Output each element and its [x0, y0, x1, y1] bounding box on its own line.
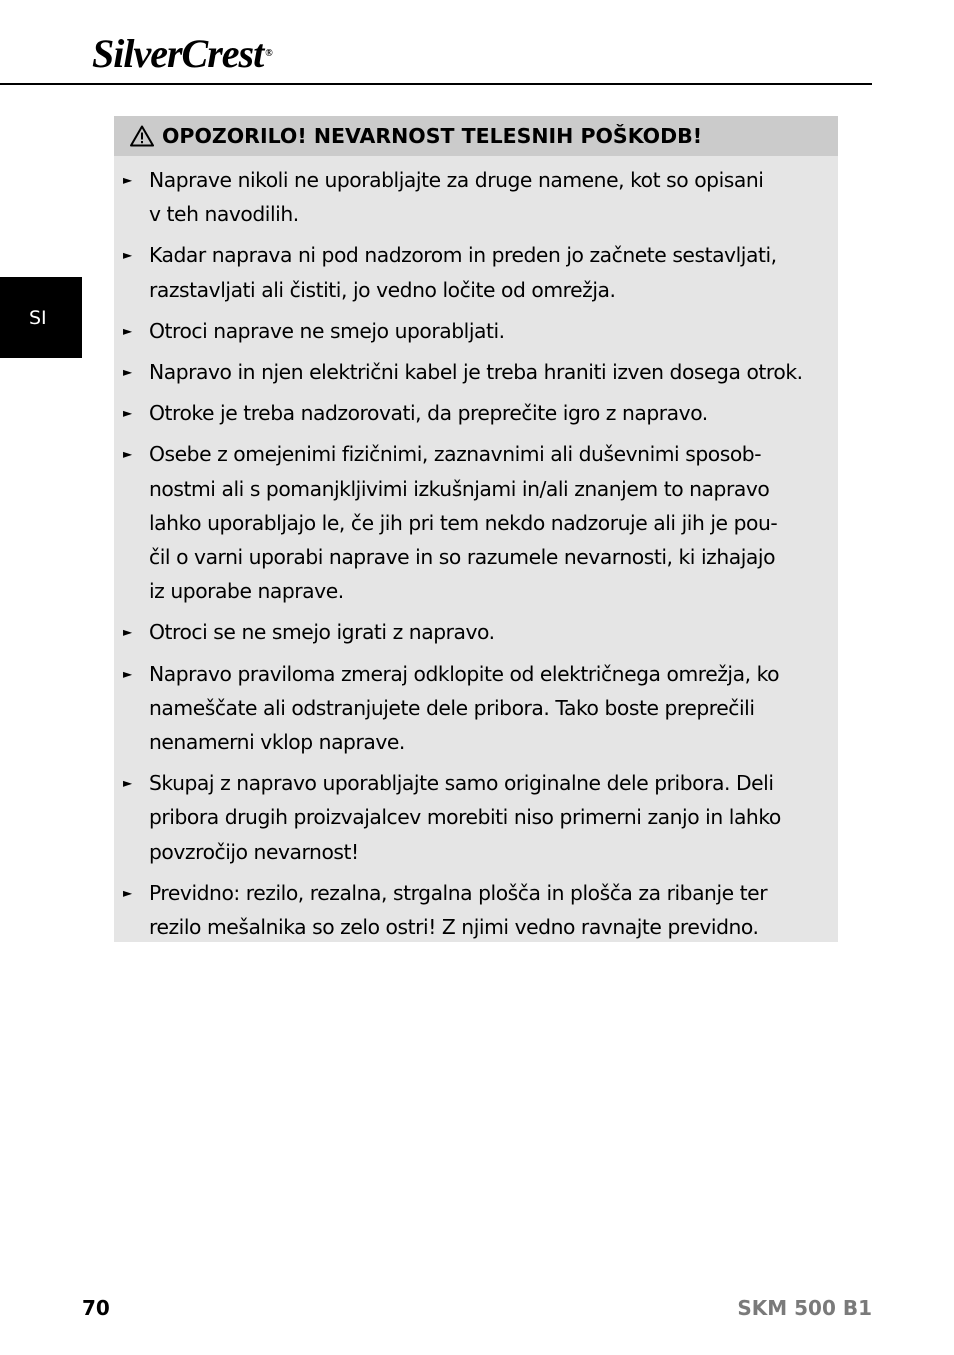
language-tab-label: SI [29, 306, 47, 329]
warning-item-text [149, 615, 831, 649]
triangle-right-icon: ► [123, 248, 133, 263]
warning-item-text [149, 437, 831, 608]
language-tab [0, 277, 82, 358]
warning-item [114, 657, 838, 760]
warning-item-line: nostmi ali s pomanjkljivimi izkušnjami in/ali znanjem to napravo [149, 476, 770, 501]
warning-item [114, 766, 838, 869]
warning-item-line: Osebe z omejenimi fizičnimi, zaznavnimi ali duševnimi sposob- [149, 442, 762, 467]
warning-item [114, 876, 838, 944]
page-number: 70 [82, 1296, 110, 1320]
warning-item [114, 355, 838, 389]
warning-item-line: Skupaj z napravo uporabljajte samo originalne dele pribora. Deli [149, 771, 774, 796]
warning-item-line: Otroci naprave ne smejo uporabljati. [149, 318, 505, 343]
warning-item-text [149, 314, 831, 348]
warning-item-line: povzročijo nevarnost! [149, 839, 359, 864]
warning-item-line: Kadar naprava ni pod nadzorom in preden jo začnete sestavljati, [149, 243, 777, 268]
brand-name: SilverCrest [92, 31, 264, 76]
triangle-right-icon: ► [123, 666, 133, 681]
warning-item-line: nameščate ali odstranjujete dele pribora. Tako boste preprečili [149, 695, 755, 720]
warning-item-line: čil o varni uporabi naprave in so razumele nevarnosti, ki izhajajo [149, 545, 776, 570]
header-rule [0, 83, 872, 85]
triangle-right-icon: ► [123, 447, 133, 462]
warning-list [114, 156, 838, 944]
warning-item-line: rezilo mešalnika so zelo ostri! Z njimi vedno ravnajte previdno. [149, 915, 759, 940]
warning-item-line: iz uporabe naprave. [149, 579, 344, 604]
warning-item-text [149, 238, 831, 306]
warning-item-line: Otroci se ne smejo igrati z napravo. [149, 620, 495, 645]
triangle-right-icon: ► [123, 323, 133, 338]
warning-item [114, 163, 838, 231]
warning-item-line: Previdno: rezilo, rezalna, strgalna plošča in plošča za ribanje ter [149, 880, 768, 905]
warning-triangle-icon [130, 125, 154, 147]
triangle-right-icon: ► [123, 365, 133, 380]
warning-item-line: razstavljati ali čistiti, jo vedno ločite od omrežja. [149, 277, 616, 302]
triangle-right-icon: ► [123, 173, 133, 187]
warning-item-text [149, 396, 831, 430]
warning-item [114, 314, 838, 348]
warning-item [114, 238, 838, 306]
warning-item-line: Otroke je treba nadzorovati, da preprečite igro z napravo. [149, 401, 708, 426]
warning-item [114, 396, 838, 430]
warning-item-line: lahko uporabljajo le, če jih pri tem nekdo nadzoruje ali jih je pou- [149, 510, 778, 535]
warning-header [114, 116, 838, 156]
warning-item-line: nenamerni vklop naprave. [149, 730, 405, 755]
warning-box [114, 116, 838, 942]
warning-item [114, 615, 838, 649]
warning-title: OPOZORILO! NEVARNOST TELESNIH POŠKODB! [162, 124, 703, 148]
triangle-right-icon: ► [123, 885, 133, 900]
warning-item-text [149, 163, 831, 231]
warning-item-text [149, 355, 831, 389]
triangle-right-icon: ► [123, 406, 133, 421]
model-number: SKM 500 B1 [737, 1296, 872, 1320]
registered-mark: ® [265, 48, 272, 59]
warning-item-line: Napravo praviloma zmeraj odklopite od električnega omrežja, ko [149, 661, 780, 686]
warning-item-line: Napravo in njen električni kabel je treba hraniti izven dosega otrok. [149, 360, 803, 385]
warning-item-line: v teh navodilih. [149, 202, 299, 227]
warning-item-text [149, 766, 831, 869]
warning-item-line: Naprave nikoli ne uporabljajte za druge namene, kot so opisani [149, 168, 764, 192]
silvercrest-logo [92, 31, 272, 76]
triangle-right-icon: ► [123, 625, 133, 640]
warning-item-line: pribora drugih proizvajalcev morebiti niso primerni zanjo in lahko [149, 805, 781, 830]
warning-item [114, 437, 838, 608]
triangle-right-icon: ► [123, 776, 133, 791]
warning-item-text [149, 876, 831, 944]
warning-item-text [149, 657, 831, 760]
